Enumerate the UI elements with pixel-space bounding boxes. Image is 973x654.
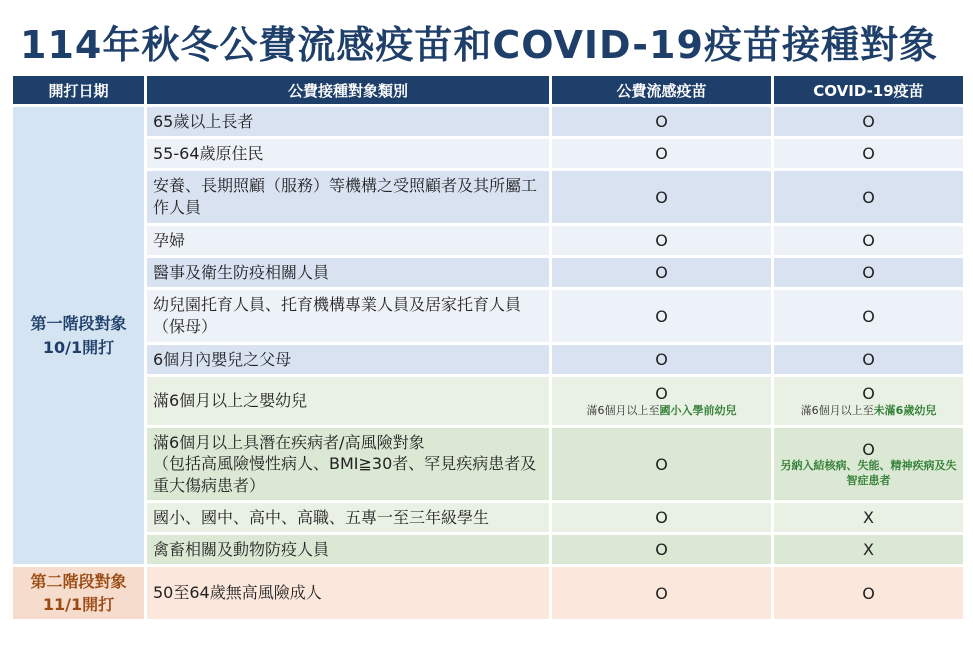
row-category: 醫事及衛生防疫相關人員 (147, 258, 549, 287)
flu-note-prefix: 滿6個月以上至 (586, 403, 660, 417)
flu-mark: O (552, 139, 771, 168)
covid-mark: X (774, 503, 963, 532)
table-row (13, 171, 963, 223)
flu-mark: O (552, 503, 771, 532)
table-row (13, 535, 963, 564)
covid-note: 另納入結核病、失能、精神疾病及失智症患者 (780, 458, 957, 487)
covid-mark: O (774, 567, 963, 619)
flu-mark: O (552, 258, 771, 287)
covid-mark-cell (774, 428, 963, 500)
covid-mark: O (774, 290, 963, 342)
phase1-name: 第一階段對象 (30, 314, 127, 334)
covid-mark: O (774, 171, 963, 223)
covid-mark: O (774, 139, 963, 168)
page-title: 114年秋冬公費流感疫苗和COVID-19疫苗接種對象 (20, 23, 938, 67)
flu-mark: O (552, 290, 771, 342)
phase2-cell (13, 567, 144, 619)
flu-mark: O (552, 226, 771, 255)
flu-mark: O (552, 171, 771, 223)
row-category: 幼兒園托育人員、托育機構專業人員及居家托育人員（保母） (147, 290, 549, 342)
row-category: 6個月內嬰兒之父母 (147, 345, 549, 374)
covid-note (780, 404, 957, 418)
covid-mark: O (774, 258, 963, 287)
flu-mark: O (552, 107, 771, 136)
flu-note (558, 404, 765, 418)
row-category: 國小、國中、高中、高職、五專一至三年級學生 (147, 503, 549, 532)
row-category: 孕婦 (147, 226, 549, 255)
table-row (13, 428, 963, 500)
table-row (13, 258, 963, 287)
flu-mark: O (552, 535, 771, 564)
row-category: 50至64歲無高風險成人 (147, 567, 549, 619)
table-row (13, 345, 963, 374)
table-row (13, 503, 963, 532)
row-category: 禽畜相關及動物防疫人員 (147, 535, 549, 564)
covid-mark: O (774, 345, 963, 374)
header-date: 開打日期 (13, 76, 144, 104)
phase1-cell (13, 107, 144, 564)
table-row (13, 377, 963, 425)
flu-note-highlight: 國小入學前幼兒 (659, 403, 737, 417)
flu-mark: O (552, 345, 771, 374)
row-category: 滿6個月以上具潛在疾病者/高風險對象 (153, 432, 425, 452)
flu-mark: O (655, 383, 668, 403)
flu-mark-cell (552, 377, 771, 425)
covid-note-prefix: 滿6個月以上至 (800, 403, 874, 417)
header-category: 公費接種對象類別 (147, 76, 549, 104)
phase2-date: 11/1開打 (42, 595, 115, 614)
header-covid: COVID-19疫苗 (774, 76, 963, 104)
covid-mark: O (862, 439, 875, 459)
row-category: 55-64歲原住民 (147, 139, 549, 168)
row-category-cell (147, 428, 549, 500)
row-category: 65歲以上長者 (147, 107, 549, 136)
covid-mark: O (774, 226, 963, 255)
covid-mark-cell (774, 377, 963, 425)
flu-mark: O (552, 567, 771, 619)
covid-mark: O (862, 383, 875, 403)
eligibility-table (10, 73, 966, 622)
table-row (13, 290, 963, 342)
header-flu: 公費流感疫苗 (552, 76, 771, 104)
phase1-date: 10/1開打 (42, 337, 115, 357)
row-category: 滿6個月以上之嬰幼兒 (147, 377, 549, 425)
flu-mark: O (552, 428, 771, 500)
phase2-name: 第二階段對象 (30, 571, 127, 591)
table-header-row (13, 76, 963, 104)
table-row (13, 107, 963, 136)
covid-note-highlight: 未滿6歲幼兒 (873, 403, 937, 417)
covid-mark: O (774, 107, 963, 136)
row-category: 安養、長期照顧（服務）等機構之受照顧者及其所屬工作人員 (147, 171, 549, 223)
table-row (13, 226, 963, 255)
table-row (13, 567, 963, 619)
table-row (13, 139, 963, 168)
covid-mark: X (774, 535, 963, 564)
row-category-detail: （包括高風險慢性病人、BMI≧30者、罕見疾病患者及重大傷病患者） (153, 454, 537, 495)
